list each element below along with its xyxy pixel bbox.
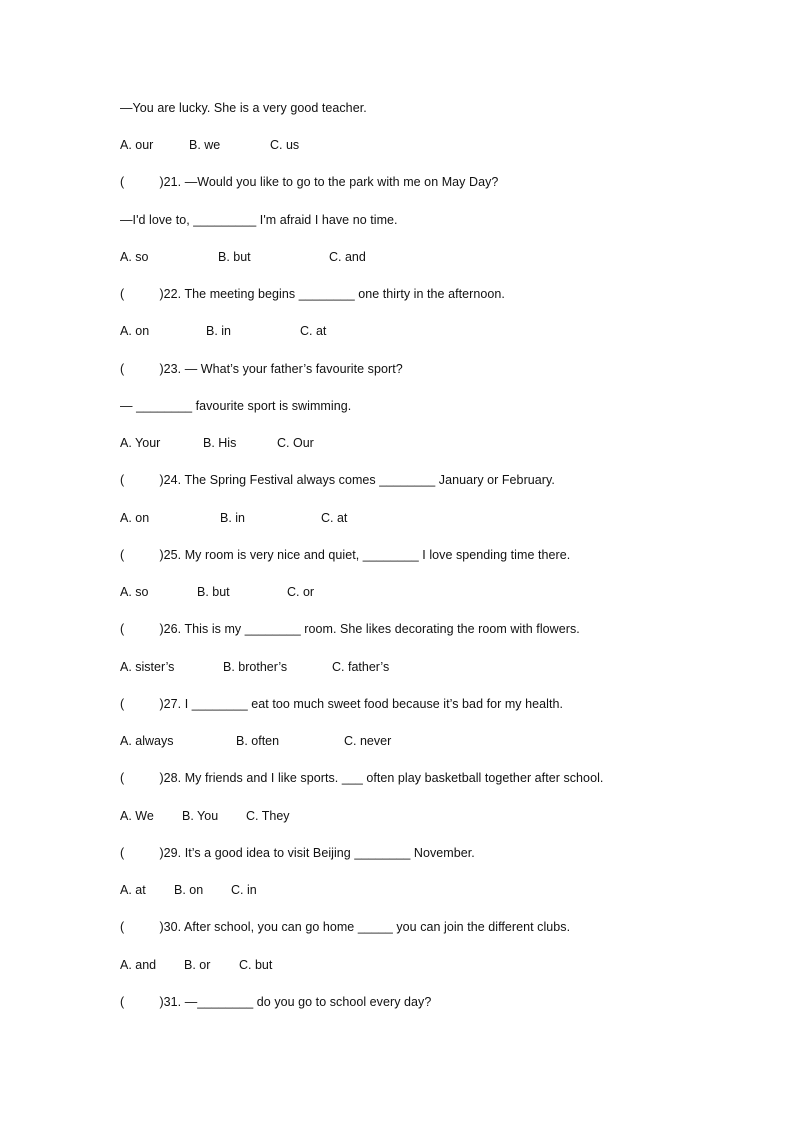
option-a: A. our [120,138,154,152]
question-24: ( )24. The Spring Festival always comes ________ January or February. [120,473,555,487]
option-a: A. and [120,958,157,972]
option-b: B. His [203,436,237,450]
option-a: A. sister’s [120,660,175,674]
option-a: A. at [120,883,146,897]
option-c: C. or [287,585,315,599]
option-a: A. on [120,324,150,338]
option-a: A. Your [120,436,161,450]
question-21: ( )21. —Would you like to go to the park with me on May Day? [120,175,499,189]
option-b: B. in [220,511,246,525]
option-b: B. but [218,250,251,264]
option-c: C. Our [277,436,314,450]
option-c: C. at [300,324,327,338]
option-c: C. at [321,511,348,525]
question-22: ( )22. The meeting begins ________ one thirty in the afternoon. [120,287,505,301]
question-27: ( )27. I ________ eat too much sweet food because it’s bad for my health. [120,697,564,711]
question-26: ( )26. This is my ________ room. She likes decorating the room with flowers. [120,622,580,636]
question-23: ( )23. — What’s your father’s favourite sport? [120,362,403,376]
option-b: B. often [236,734,280,748]
question-text: —I'd love to, _________ I'm afraid I have no time. [120,213,398,227]
question-31: ( )31. —________ do you go to school every day? [120,995,432,1009]
option-b: B. but [197,585,230,599]
option-a: A. so [120,585,149,599]
option-c: C. but [239,958,273,972]
question-28: ( )28. My friends and I like sports. ___ often play basketball together after school. [120,771,604,785]
question-text: — ________ favourite sport is swimming. [120,399,352,413]
option-b: B. or [184,958,211,972]
question-29: ( )29. It’s a good idea to visit Beijing ________ November. [120,846,475,860]
option-a: A. We [120,809,154,823]
question-text: —You are lucky. She is a very good teacher. [120,101,367,115]
option-c: C. us [270,138,300,152]
option-a: A. always [120,734,174,748]
option-b: B. You [182,809,219,823]
option-b: B. on [174,883,204,897]
option-b: B. we [189,138,221,152]
option-a: A. so [120,250,149,264]
option-c: C. and [329,250,366,264]
option-c: C. never [344,734,392,748]
option-b: B. brother’s [223,660,288,674]
question-30: ( )30. After school, you can go home _____ you can join the different clubs. [120,920,571,934]
question-25: ( )25. My room is very nice and quiet, ________ I love spending time there. [120,548,571,562]
option-c: C. in [231,883,257,897]
option-b: B. in [206,324,232,338]
option-c: C. They [246,809,290,823]
option-a: A. on [120,511,150,525]
option-c: C. father’s [332,660,390,674]
